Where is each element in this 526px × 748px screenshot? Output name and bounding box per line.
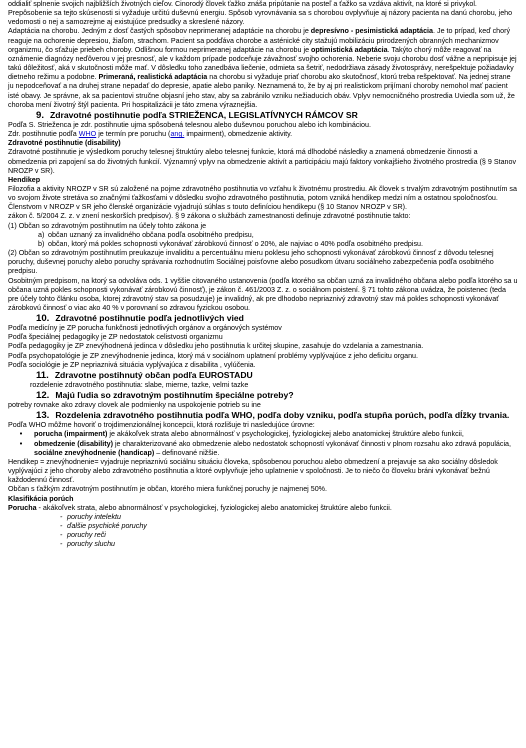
section-heading-12: 12. Majú ľudia so zdravotným postihnutím špeciálne potreby?	[36, 390, 294, 402]
paragraph-law: zákon č. 5/2004 Z. z. v znení neskorších predpisov). § 9 zákona o službách zamestnanosti definuje zdravotné postihnutie takto:	[8, 212, 411, 221]
paragraph-stress: oddialiť splnenie svojich najbližších životných cieľov. Cinorodý človek ťažko znáša pripútanie na posteľ a ťažko sa vzdáva aktivít, na ktoré si privykol. Prepôsobenie sa tejto skúsenosti si vyžaduje určitú duševnú energiu. Spôsob vyrovnávania sa s chorobou ovplyvňuje aj názory pacienta na danú chorobu, jeho vedomosti o nej a samozrejme aj existujúce predsudky a skreslené názory.	[8, 0, 513, 27]
paragraph-disability: Zdravotné postihnutie je výsledkom poruchy telesnej štruktúry alebo telesnej funkcie, ktorá má dlhodobé následky a znamená obmedzenie činnosti a obmedzenia pri zapojení sa do životných funkcií. Významný vplyv na obmedzenie aktivít a participáciu majú faktory vonkajšieho životného prostredia (§ 9 Stanov NROZP v SR).	[8, 148, 517, 175]
subheading-disability: Zdravotné postihnutie (disability)	[8, 139, 121, 148]
section-heading-11: 11. Zdravotne postihnutý občan podľa EUROSTADU	[36, 369, 253, 381]
ang-link[interactable]: ang.	[170, 130, 185, 139]
paragraph-adaptation: Adaptácia na chorobu. Jedným z dosť častých spôsobov neprimeranej adaptácie na chorobu je depresívno - pesimistická adaptácia. Je to prípad, keď chorý reaguje na ochorenie depresiou, žiaľom, strachom. Pacient sa podďáva chorobe a asténické city stažujú mobilizáciu prirodzených obranných mechanizmov organizmu, čo sťažuje priebeh choroby. Odlišnou formou neprimeranej adaptácie na chorobu je optimistická adaptácia. Takýto chorý môže reagovať na oznámenie diagnózy neďôverou v jej presnosť, ale v každom prípade podceňuje závažnosť svojho ochorenia. Neberie svoju chorobu dosť vážne a nepripisuje jej takú dôležitosť, aká v skutočnosti môže mať. V dôsledku toho zanedbáva liečenie, odmieta sa šetriť, nedodržiava zásady životosprávy, nerešpektuje požiadavky dietneho režimu a podobne. Primeraná, realistická adaptácia na chorobu si vyžaduje priať chorobu ako skutočnosť, ktorú treba rešpektovať. Na jednej strane ju nepodceňovať a na druhej strane nepadať do depresie, apatie alebo paniky. Neznamená to, že by aj pri realistickom prijímaní choroby nemohol mať pacient isté obavy. Je správne, ak sa pacientovi stručne objasní jeho stav, aby sa zabránilo vzniku nežiaducich obáv. Vplyv nemocničného prostredia Uviedla som už, že choroba mení životný štýl pacienta. Pri hospitalizácii je táto zmena výraznejšia.	[8, 27, 517, 109]
law-clause-1b: b) občan, ktorý má pokles schopnosti vykonávať zárobkovú činnosť o 20%, ale najviac o 40% podľa osobitného predpisu.	[38, 239, 424, 248]
law-clause-1a: a) občan uznaný za invalidného občana podľa osobitného predpisu,	[38, 230, 254, 239]
subheading-classification: Klasifikácia porúch	[8, 494, 74, 503]
optimistic-adaptation-term: optimistická adaptácia	[311, 45, 388, 54]
disorder-list	[8, 513, 518, 550]
paragraph-special-pedagogy: Podľa špeciálnej pedagogiky je ZP nedostatok celistvosti organizmu	[8, 333, 223, 342]
paragraph-eurostat: rozdelenie zdravotného postihnutia: slabe, mierne, tazke, velmi tazke	[30, 380, 249, 389]
paragraph-pedagogy: Podľa pedagogiky je ZP znevýhodnená jedinca v dôsledku jeho postihnutia k určitej skupine, zasahuje do vzdelania a zamestnania.	[8, 342, 424, 351]
list-item: - ďalšie psychické poruchy	[60, 521, 147, 530]
section-heading-13: 13. Rozdelenia zdravotného postihnutia podľa WHO, podľa doby vzniku, podľa stupňa porúch, podľa dĺžky trvania.	[36, 410, 510, 422]
paragraph-who-concept: Podľa WHO môžme hovoriť o trojdimenzionálnej koncepcii, ktorá rozlišuje tri nasledujúce úrovne:	[8, 421, 315, 430]
list-item: - poruchy sluchu	[60, 540, 116, 549]
paragraph-medicine: Podľa medicíny je ZP porucha funkčnosti jednotlivých orgánov a orgánových systémov	[8, 324, 282, 333]
bullet-handicap: sociálne znevýhodnenie (handicap) – definované nižšie.	[34, 448, 220, 457]
section-heading-10: 10. Zdravotné postihnutie podľa jednotlivých vied	[36, 313, 244, 325]
paragraph-severe-disability: Občan s ťažkým zdravotným postihnutím je občan, ktorého miera funkčnej poruchy je najmenej 50%.	[8, 485, 328, 494]
bullet-icon: •	[19, 439, 23, 448]
depressive-adaptation-term: depresívno - pesimistická adaptácia	[310, 27, 434, 36]
list-item: - poruchy intelektu	[60, 512, 121, 521]
paragraph-handicap-definition: Hendikep = znevýhodnenie= vyjadruje nepriaznivú sociálnu situáciu človeka, spôsobenou poruchou alebo obmedzení a prejavuje sa ako sociálny dôsledok vyplývajúci z jeho choroby alebo zdravotného postihnutia a ktoré ovplyvňuje jeho uplatnenie v spoločnosti. Je to niečo čo človeku bráni vykonávať bežnú každodennú činnosť.	[8, 457, 498, 485]
paragraph-sociology: Podľa sociológie je ZP nepriaznivá situácia vyplývajúca z disabilita , vylúčenia.	[8, 360, 256, 369]
law-clause-1: (1) Občan so zdravotným postihnutím na účely tohto zákona je	[8, 221, 207, 230]
paragraph-needs: potreby rovnake ako zdravy clovek ale podmienky na uspokojenie potrieb su ine	[8, 401, 261, 410]
paragraph-psychopathology: Podľa psychopatológie je ZP znevýhodnenie jedinca, ktorý má v sociálnom uplatnení problémy vyplývajúce z jeho deficitu organu.	[8, 351, 418, 360]
law-clause-1-list	[8, 231, 518, 249]
paragraph-special-regulation: Osobitným predpisom, na ktorý sa odvoláva ods. 1 vyššie citovaného ustanovenia (podľa ktorého sa občan uzná za invalidného občana alebo podľa ktorého sa u občana uzná pokles schopnosti vykonávať zárobkovú činnosť), je zákon č. 461/2003 Z. z. o sociálnom poistení. § 71 tohto zákona uvádza, že poistenec (teda pre účely tohto článku osoba, ktorej zdravotný stav sa posudzuje) je invalidný, ak pre dlhodobo nepriaznivý zdravotný stav má pokles schopnosti vykonávať zárobkovú činnosť o viac ako 40 % v porovnaní so zdravou fyzickou osobou.	[8, 276, 518, 312]
paragraph-disorder: Porucha - akákoľvek strata, alebo abnormálnosť v psychologickej, fyziologickej alebo anatomickej štruktúre alebo funkcii.	[8, 503, 392, 512]
subheading-handicap: Hendikep	[8, 175, 41, 184]
who-link[interactable]: WHO	[78, 130, 97, 139]
paragraph-striezenec: Podľa S. Strieženca je zdr. postihnutie ujma spôsobená telesnou alebo duševnou poruchou alebo ich kombináciou.	[8, 120, 371, 129]
bullet-disability: • obmedzenie (disability) je charakterizované ako obmedzenie alebo nedostatok schopností vykonávať činnosti v plnom rozsahu ako zdravá populácia,	[8, 440, 518, 449]
list-item: - poruchy reči	[60, 531, 106, 540]
realistic-adaptation-term: Primeraná, realistická adaptácia	[98, 73, 208, 82]
paragraph-who-definition: Zdr. postihnutie podľa WHO je termín pre poruchu (ang. impairment), obmedzenie aktivity.	[8, 130, 293, 139]
bullet-impairment: • porucha (impairment) je akákoľvek strata alebo abnormálnosť v psychologickej, fyziologickej alebo anatomickej štruktúre alebo funkcii,	[8, 430, 518, 439]
law-clause-2: (2) Občan so zdravotným postihnutím preukazuje invaliditu a percentuálnu mieru poklesu jeho schopnosti vykonávať zárobkovú činnosť z dôvodu telesnej poruchy, duševnej poruchy alebo poruchy správania rozhodnutím Sociálnej poisťovne alebo posudkom útvaru sociálneho zabezpečenia podľa osobitného predpisu.	[8, 249, 494, 276]
section-heading-9: 9. Zdravotné postihnutie podľa STRIEŽENCA, LEGISLATÍVNYCH RÁMCOV SR	[36, 109, 358, 121]
paragraph-handicap: Filozofia a aktivity NROZP v SR sú založené na pojme zdravotného postihnutia vo vzťahu k životnému prostrediu. Ak človek s trvalým zdravotným postihnutím sa vo svojom živote stretáva so značnými ťažkosťami v dôsledku svojho zdravotného postihnutia, potom vzniká hendikep medzi ním a ostatnou spoločnosťou. Členstvom v NROZP v SR jeho členské organizácie vyjadrujú súhlas s touto definíciou hendikepu (§ 10 Stanov NROZP v SR).	[8, 184, 517, 212]
bullet-icon: •	[19, 430, 23, 439]
